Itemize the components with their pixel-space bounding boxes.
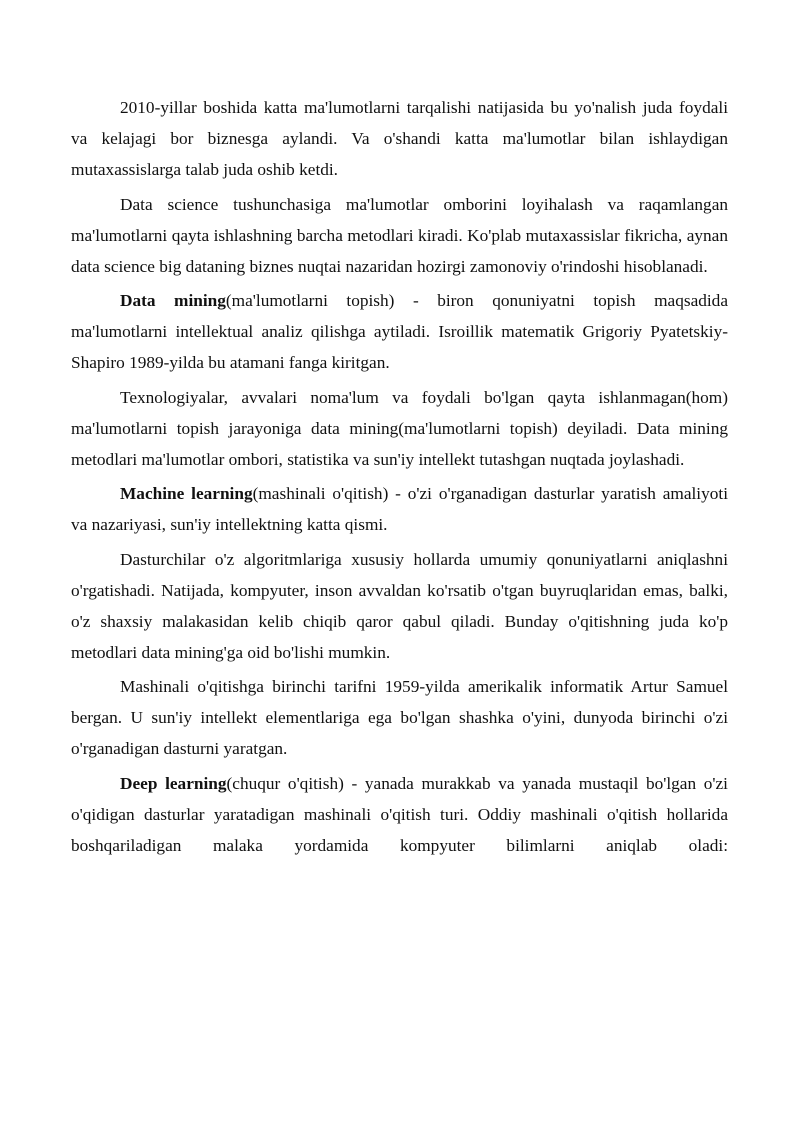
paragraph-big-data-business xyxy=(71,92,728,185)
paragraph-data-mining-definition xyxy=(71,285,728,378)
paragraph-machine-learning-definition xyxy=(71,478,728,540)
paragraph-text: Data science tushunchasiga ma'lumotlar omborini loyihalash va raqamlangan ma'lumotlarni qayta ishlashning barcha metodlari kiradi. Ko'plab mutaxassislar fikricha, aynan data science big dataning biznes nuqtai nazaridan hozirgi zamonoviy o'rindoshi hisoblanadi. xyxy=(71,194,728,276)
paragraph-arthur-samuel xyxy=(71,671,728,764)
paragraph-programmers xyxy=(71,544,728,668)
term-deep-learning: Deep learning xyxy=(120,773,227,793)
paragraph-deep-learning-definition xyxy=(71,768,728,861)
paragraph-data-science xyxy=(71,189,728,282)
term-data-mining: Data mining xyxy=(120,291,226,310)
paragraph-data-mining-process xyxy=(71,382,728,475)
paragraph-text: (chuqur o'qitish) - yanada murakkab va yanada mustaqil bo'lgan o'zi o'qidigan dasturlar yaratadigan mashinali o'qitish turi. Oddiy mashinali o'qitish hollarida boshqariladigan malaka yordamida kompyuter bilimlarni aniqlab oladi: xyxy=(71,773,728,855)
paragraph-text: 2010-yillar boshida katta ma'lumotlarni tarqalishi natijasida bu yo'nalish juda foydali va kelajagi bor biznesga aylandi. Va o'shandi katta ma'lumotlar bilan ishlaydigan mutaxassislarga talab juda oshib ketdi. xyxy=(71,98,728,179)
paragraph-text: (mashinali o'qitish) - o'zi o'rganadigan dasturlar yaratish amaliyoti va nazariyasi, sun'iy intellektning katta qismi. xyxy=(71,484,728,534)
document-page xyxy=(71,92,728,864)
term-machine-learning: Machine learning xyxy=(120,484,253,503)
paragraph-text: Dasturchilar o'z algoritmlariga xususiy hollarda umumiy qonuniyatlarni aniqlashni o'rgatishadi. Natijada, kompyuter, inson avvaldan ko'rsatib o'tgan buyruqlaridan emas, balki, o'z shaxsiy malakasidan kelib chiqib qaror qabul qiladi. Bunday o'qitishning juda ko'p metodlari data mining'ga oid bo'lishi mumkin. xyxy=(71,549,728,662)
paragraph-text: (ma'lumotlarni topish) - biron qonuniyatni topish maqsadida ma'lumotlarni intellektual analiz qilishga aytiladi. Isroillik matematik Grigoriy Pyatetskiy-Shapiro 1989-yilda bu atamani fanga kiritgan. xyxy=(71,291,728,372)
paragraph-text: Mashinali o'qitishga birinchi tarifni 1959-yilda amerikalik informatik Artur Samuel bergan. U sun'iy intellekt elementlariga ega bo'lgan shashka o'yini, dunyoda birinchi o'zi o'rganadigan dasturni yaratgan. xyxy=(71,677,728,758)
paragraph-text: Texnologiyalar, avvalari noma'lum va foydali bo'lgan qayta ishlanmagan(hom) ma'lumotlarni topish jarayoniga data mining(ma'lumotlarni topish) deyiladi. Data mining metodlari ma'lumotlar ombori, statistika va sun'iy intellekt tutashgan nuqtada joylashadi. xyxy=(71,387,728,469)
